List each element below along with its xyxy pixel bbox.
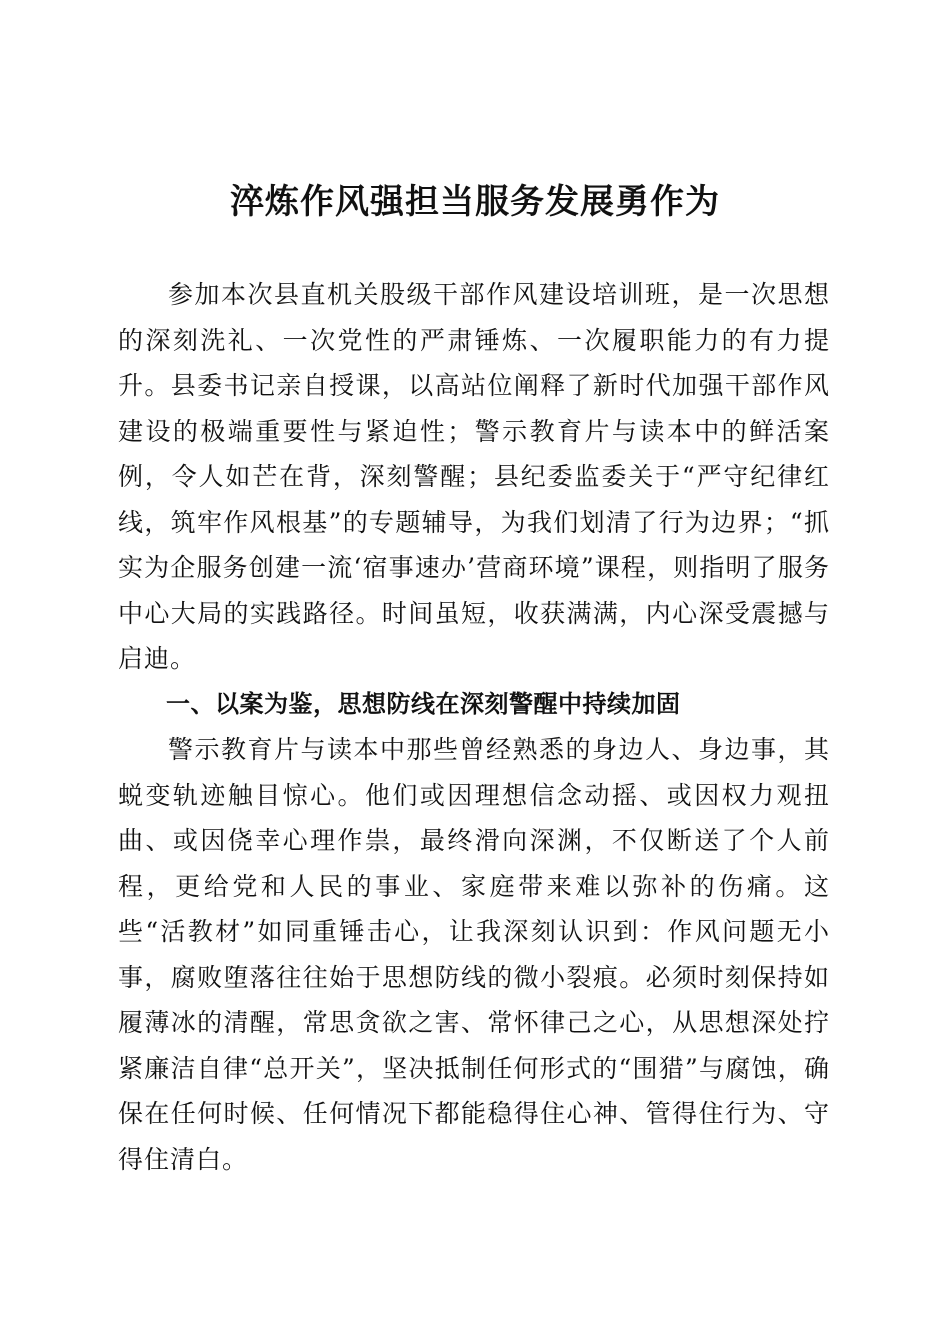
paragraph-intro: 参加本次县直机关股级干部作风建设培训班，是一次思想的深刻洗礼、一次党性的严肃锤炼、一次履职能力的有力提升。县委书记亲自授课，以高站位阐释了新时代加强干部作风建设的极端重要性与紧迫性；警示教育片与读本中的鲜活案例，令人如芒在背，深刻警醒；县纪委监委关于“严守纪律红线，筑牢作风根基”的专题辅导，为我们划清了行为边界；“抓实为企服务创建一流‘宿事速办’营商环境”课程，则指明了服务中心大局的实践路径。时间虽短，收获满满，内心深受震撼与启迪。 — [118, 280, 830, 673]
section-heading-1: 一、以案为鉴，思想防线在深刻警醒中持续加固 — [166, 689, 681, 718]
paragraph-section-1: 警示教育片与读本中那些曾经熟悉的身边人、身边事，其蜕变轨迹触目惊心。他们或因理想信念动摇、或因权力观扭曲、或因侥幸心理作祟，最终滑向深渊，不仅断送了个人前程，更给党和人民的事业、家庭带来难以弥补的伤痛。这些“活教材”如同重锤击心，让我深刻认识到：作风问题无小事，腐败堕落往往始于思想防线的微小裂痕。必须时刻保持如履薄冰的清醒，常思贪欲之害、常怀律己之心，从思想深处拧紧廉洁自律“总开关”，坚决抵制任何形式的“围猎”与腐蚀，确保在任何时候、任何情况下都能稳得住心神、管得住行为、守得住清白。 — [118, 735, 830, 1174]
document-body — [118, 272, 830, 1182]
document-title: 淬炼作风强担当服务发展勇作为 — [230, 182, 720, 222]
